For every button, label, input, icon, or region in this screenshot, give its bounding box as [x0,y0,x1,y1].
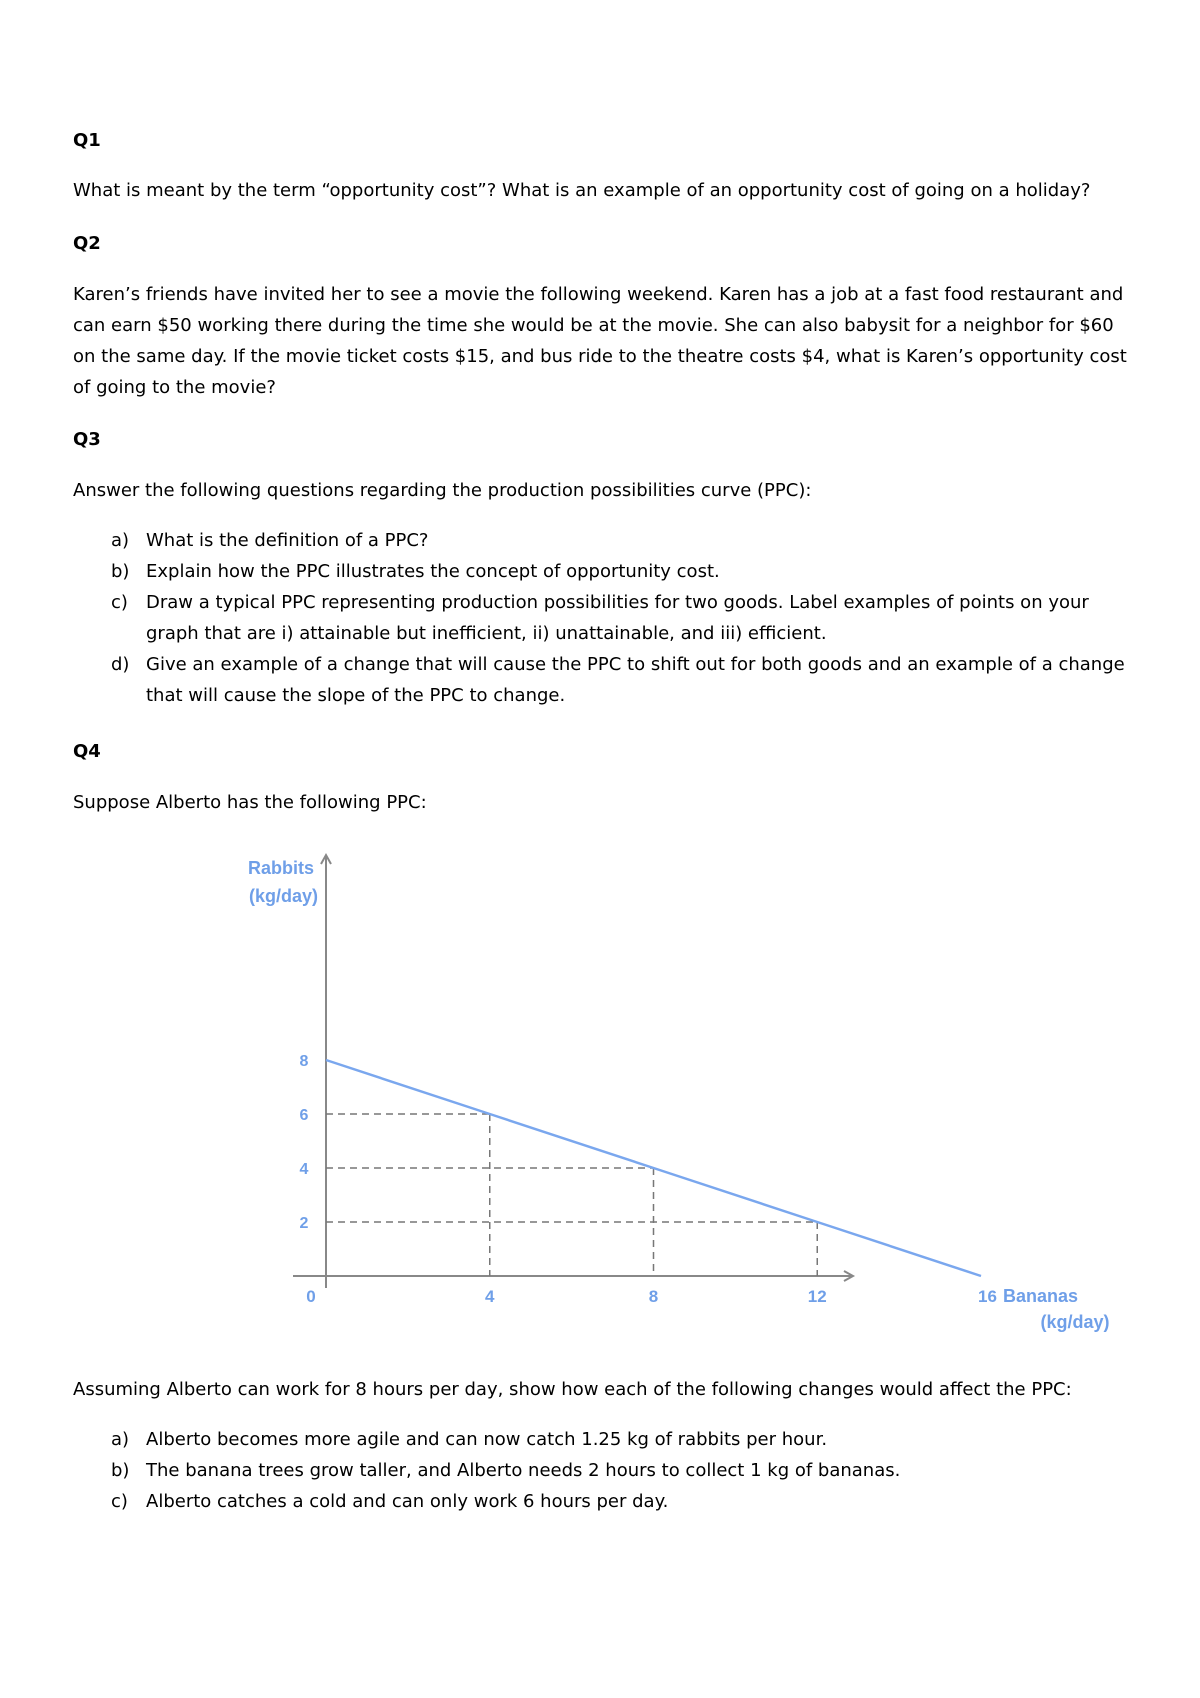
x-axis-title: Bananas [1003,1286,1079,1306]
q3-intro: Answer the following questions regarding the production possibilities curve (PPC): [73,480,812,501]
x-tick-label: 0 [306,1287,316,1306]
x-tick-label: 8 [648,1287,659,1306]
x-tick-label: 16 [978,1287,997,1306]
q2-heading: Q2 [73,233,101,254]
y-tick-label: 4 [299,1161,309,1178]
q4-after-text: Assuming Alberto can work for 8 hours per day, show how each of the following changes would affect the PPC: [73,1379,1072,1400]
y-axis-unit: (kg/day) [248,886,318,906]
q1-heading: Q1 [73,130,101,151]
list-item-text: What is the definition of a PPC? [146,530,429,551]
q4-item-b [73,1455,1133,1486]
list-marker: b) [111,1460,130,1481]
list-marker: b) [111,561,130,582]
list-item-text: Draw a typical PPC representing production possibilities for two goods. Label examples of points on your graph that are i) attainable but inefficient, ii) unattainable, and iii) efficient. [146,592,1089,644]
q3-item-a [73,525,1133,556]
list-item-text: Explain how the PPC illustrates the concept of opportunity cost. [146,561,720,582]
q3-item-c [73,587,1133,649]
q4-item-a [73,1424,1133,1455]
q3-heading: Q3 [73,429,101,450]
q2-text: Karen’s friends have invited her to see a movie the following weekend. Karen has a job at a fast food restaurant and can earn $50 working there during the time she would be at the movie. She can also babysit for a neighbor for $60 on the same day. If the movie ticket costs $15, and bus ride to the theatre costs $4, what is Karen’s opportunity cost of going to the movie? [73,284,1127,398]
list-marker: a) [111,530,130,551]
q4-change-list [73,1424,1133,1517]
q4-item-c [73,1486,1133,1517]
list-marker: c) [111,1491,128,1512]
q3-item-d [73,649,1133,711]
x-tick-label: 4 [485,1287,495,1306]
list-item-text: Alberto becomes more agile and can now catch 1.25 kg of rabbits per hour. [146,1429,828,1450]
y-tick-label: 2 [299,1215,309,1232]
q4-intro: Suppose Alberto has the following PPC: [73,792,427,813]
y-axis-title: Rabbits [247,858,314,878]
list-item-text: Give an example of a change that will cause the PPC to shift out for both goods and an example of a change that will cause the slope of the PPC to change. [146,654,1125,706]
q3-item-b [73,556,1133,587]
y-tick-label: 8 [299,1053,309,1070]
x-axis-unit: (kg/day) [1040,1312,1110,1332]
list-marker: d) [111,654,130,675]
list-marker: a) [111,1429,130,1450]
list-item-text: Alberto catches a cold and can only work 6 hours per day. [146,1491,669,1512]
list-item-text: The banana trees grow taller, and Alberto needs 2 hours to collect 1 kg of bananas. [146,1460,901,1481]
q3-question-list [73,525,1133,711]
ppc-chart [225,845,1110,1345]
q4-heading: Q4 [73,741,101,762]
x-tick-label: 12 [807,1287,827,1306]
q1-text: What is meant by the term “opportunity cost”? What is an example of an opportunity cost of going on a holiday? [73,180,1091,201]
list-marker: c) [111,592,128,613]
y-tick-label: 6 [299,1107,309,1124]
